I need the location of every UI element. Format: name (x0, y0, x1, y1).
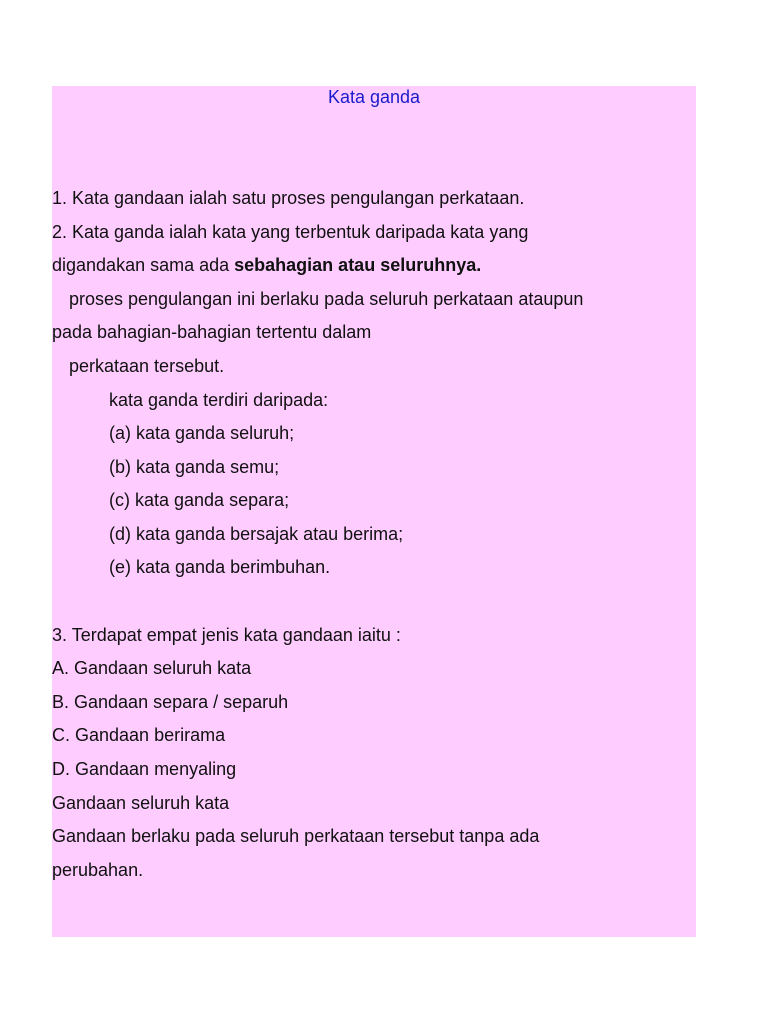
list-item-d: (d) kata ganda bersajak atau berima; (109, 524, 404, 544)
list-item-c: (c) kata ganda separa; (109, 490, 290, 510)
paragraph-1: 1. Kata gandaan ialah satu proses pengulangan perkataan. (52, 188, 525, 208)
paragraph-2-text: digandakan sama ada (52, 255, 235, 275)
section-heading: Gandaan seluruh kata (52, 793, 230, 813)
type-a: A. Gandaan seluruh kata (52, 658, 252, 678)
section-body-line-2: perubahan. (52, 860, 144, 880)
list-item-a: (a) kata ganda seluruh; (109, 423, 295, 443)
paragraph-3: 3. Terdapat empat jenis kata gandaan iaitu : (52, 625, 401, 645)
content-panel (52, 86, 696, 937)
list-item-b: (b) kata ganda semu; (109, 457, 280, 477)
section-body-line-1: Gandaan berlaku pada seluruh perkataan tersebut tanpa ada (52, 826, 540, 846)
type-c: C. Gandaan berirama (52, 725, 226, 745)
list-intro: kata ganda terdiri daripada: (109, 390, 329, 410)
list-item-e: (e) kata ganda berimbuhan. (109, 557, 331, 577)
type-b: B. Gandaan separa / separuh (52, 692, 289, 712)
paragraph-2-line-1: 2. Kata ganda ialah kata yang terbentuk daripada kata yang (52, 222, 529, 242)
paragraph-2-line-2 (52, 254, 481, 276)
paragraph-2-line-3: proses pengulangan ini berlaku pada seluruh perkataan ataupun (69, 289, 584, 309)
type-d: D. Gandaan menyaling (52, 759, 237, 779)
paragraph-2-bold-text: sebahagian atau seluruhnya. (234, 255, 482, 275)
paragraph-2-line-4: pada bahagian-bahagian tertentu dalam (52, 322, 372, 342)
paragraph-2-line-5: perkataan tersebut. (69, 356, 225, 376)
document-title: Kata ganda (327, 87, 421, 107)
